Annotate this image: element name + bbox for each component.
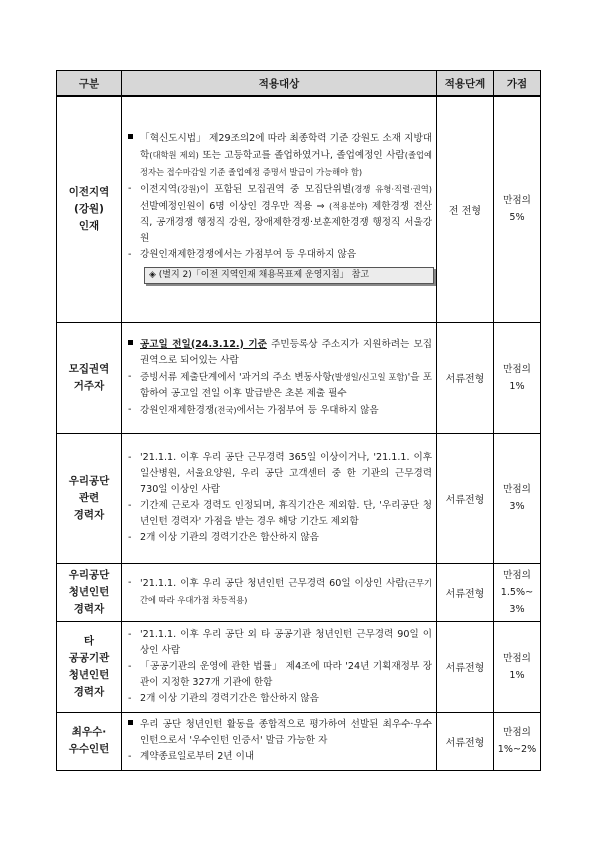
table-row-agency-intern xyxy=(57,563,541,621)
bonus-cell: 만점의 1.5%~ 3% xyxy=(494,563,541,621)
bonus-cell: 만점의 5% xyxy=(494,96,541,322)
target-cell xyxy=(122,433,437,563)
target-cell xyxy=(122,712,437,770)
target-cell xyxy=(122,563,437,621)
table-row-excellent-intern xyxy=(57,712,541,770)
list-item: 공고일 전일(24.3.12.) 기준 주민등록상 주소지가 지원하려는 모집권역으로 되어있는 사람 xyxy=(128,337,432,369)
list-item: - 계약종료일로부터 2년 이내 xyxy=(128,751,255,762)
target-cell xyxy=(122,96,437,322)
list-item: - 「공공기관의 운영에 관한 법률」 제4조에 따라 '24년 기획재정부 장관이 지정한 327개 기관에 한함 xyxy=(128,660,432,688)
list-item: - 증빙서류 제출단계에서 '과거의 주소 변동사항(발생일/신고일 포함)'을 포함하여 공고일 전일 이후 발급받은 초본 제출 필수 xyxy=(128,370,432,399)
stage-cell: 서류전형 xyxy=(437,322,494,433)
target-cell xyxy=(122,322,437,433)
table-row-relocation-region-talent xyxy=(57,96,541,322)
bonus-cell: 만점의 1% xyxy=(494,621,541,712)
header-stage: 적용단계 xyxy=(437,71,494,97)
list-item: - '21.1.1. 이후 우리 공단 외 타 공공기관 청년인턴 근무경력 90일 이상인 사람 xyxy=(128,628,432,656)
header-bonus: 가점 xyxy=(494,71,541,97)
list-item: - 강원인재제한경쟁(전국)에서는 가점부여 등 우대하지 않음 xyxy=(128,403,379,416)
category-cell: 최우수· 우수인턴 xyxy=(57,712,122,770)
list-item: - '21.1.1. 이후 우리 공단 청년인턴 근무경력 60일 이상인 사람(근무기간에 따라 우대가점 차등적용) xyxy=(128,577,432,605)
table-row-region-resident xyxy=(57,322,541,433)
category-cell: 타 공공기관 청년인턴 경력자 xyxy=(57,621,122,712)
list-item: - 2개 이상 기관의 경력기간은 합산하지 않음 xyxy=(128,692,319,704)
bullet-square-icon xyxy=(128,717,140,733)
list-item: - 기간제 근로자 경력도 인정되며, 휴직기간은 제외함. 단, '우리공단 청년인턴 경력자' 가점을 받는 경우 해당 기간도 제외함 xyxy=(128,500,432,527)
category-cell: 우리공단 청년인턴 경력자 xyxy=(57,563,122,621)
bonus-points-table xyxy=(56,70,541,771)
list-item: - '21.1.1. 이후 우리 공단 근무경력 365일 이상이거나, '21.1.1. 이후 일산병원, 서울요양원, 우리 공단 고객센터 중 한 기관의 근무경력 730일 이상인 사람 xyxy=(128,452,432,495)
list-item: - 2개 이상 기관의 경력기간은 합산하지 않음 xyxy=(128,532,319,543)
list-item: 우리 공단 청년인턴 활동을 종합적으로 평가하여 선발된 최우수·우수인턴으로서 '우수인턴 인증서' 발급 가능한 자 xyxy=(128,717,432,749)
list-item: - 이전지역(강원)이 포함된 모집권역 중 모집단위별(경쟁 유형·직렬·권역) 선발예정인원이 6명 이상인 경우만 적용 ⇒ (적용분야) 제한경쟁 전산직, 공개경쟁 행정직 강원, 장애제한경쟁·보훈제한경쟁 행정직 서울강원 xyxy=(128,183,432,245)
table-header-row xyxy=(57,71,541,97)
stage-cell: 서류전형 xyxy=(437,621,494,712)
bullet-square-icon xyxy=(128,131,140,147)
table-row-other-agency-intern xyxy=(57,621,541,712)
header-category: 구분 xyxy=(57,71,122,97)
reference-note-box: ◈ (별지 2)「이전 지역인재 채용목표제 운영지침」 참고 xyxy=(144,267,434,284)
category-cell: 우리공단 관련 경력자 xyxy=(57,433,122,563)
category-cell: 이전지역 (강원) 인재 xyxy=(57,96,122,322)
bonus-cell: 만점의 3% xyxy=(494,433,541,563)
list-item: - 강원인재제한경쟁에서는 가점부여 등 우대하지 않음 xyxy=(128,249,357,261)
header-target: 적용대상 xyxy=(122,71,437,97)
list-item: 「혁신도시법」 제29조의2에 따라 최종학력 기준 강원도 소재 지방대학(대학원 제외) 또는 고등학교를 졸업하였거나, 졸업예정인 사람(졸업예정자는 접수마감일 기준 졸업예정 증명서 발급이 가능해야 함) xyxy=(128,131,432,181)
stage-cell: 서류전형 xyxy=(437,712,494,770)
bonus-cell: 만점의 1%~2% xyxy=(494,712,541,770)
bullet-square-icon xyxy=(128,337,140,353)
stage-cell: 서류전형 xyxy=(437,433,494,563)
category-cell: 모집권역 거주자 xyxy=(57,322,122,433)
stage-cell: 서류전형 xyxy=(437,563,494,621)
stage-cell: 전 전형 xyxy=(437,96,494,322)
bonus-cell: 만점의 1% xyxy=(494,322,541,433)
target-cell xyxy=(122,621,437,712)
table-row-agency-career xyxy=(57,433,541,563)
